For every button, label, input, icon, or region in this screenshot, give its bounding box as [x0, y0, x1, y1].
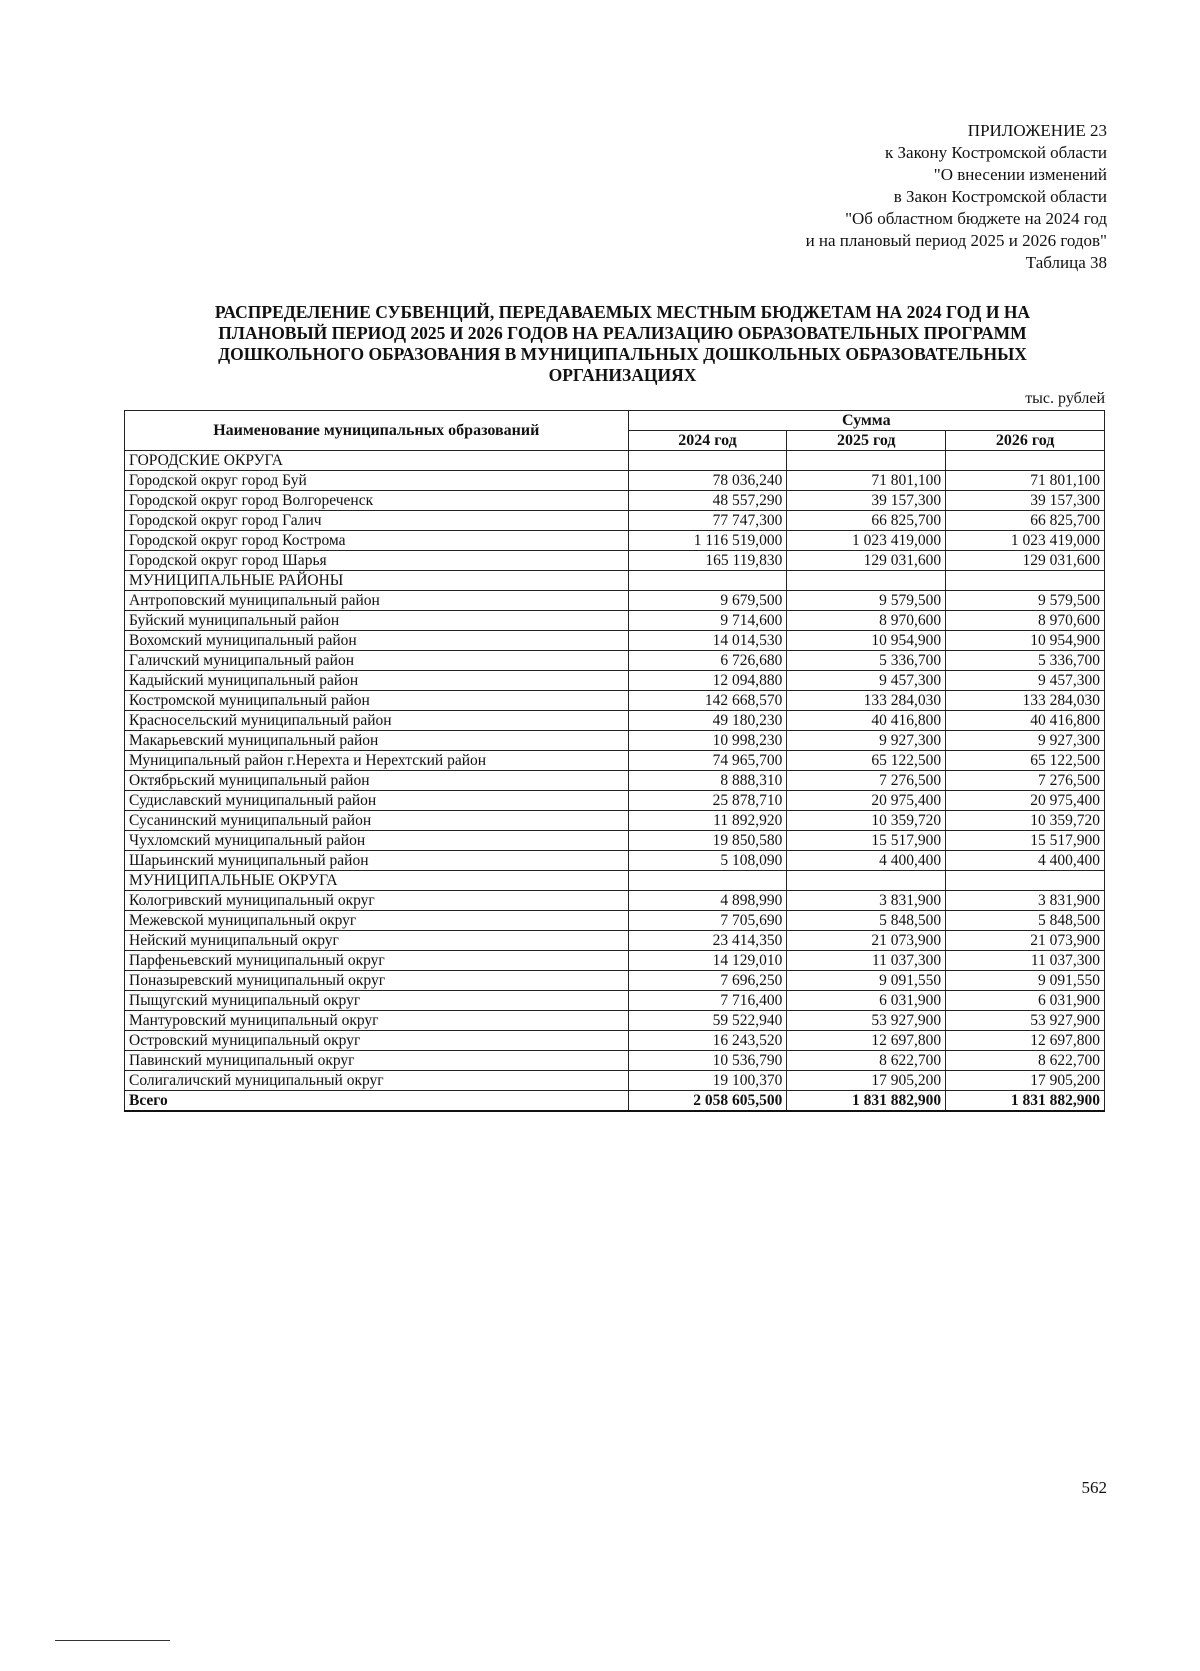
table-row — [125, 491, 1105, 511]
amount-cell — [946, 571, 1105, 591]
amount-cell: 78 036,240 — [628, 471, 787, 491]
amount-cell: 14 014,530 — [628, 631, 787, 651]
amount-cell: 1 831 882,900 — [946, 1091, 1105, 1112]
amount-cell: 48 557,290 — [628, 491, 787, 511]
amount-cell: 65 122,500 — [787, 751, 946, 771]
municipality-name: Павинский муниципальный округ — [125, 1051, 629, 1071]
header-year: 2025 год — [787, 431, 946, 451]
table-row — [125, 771, 1105, 791]
municipality-name: Городской округ город Волгореченск — [125, 491, 629, 511]
header-sum: Сумма — [628, 411, 1104, 431]
amount-cell: 40 416,800 — [946, 711, 1105, 731]
amount-cell: 20 975,400 — [787, 791, 946, 811]
table-row — [125, 611, 1105, 631]
amount-cell: 19 100,370 — [628, 1071, 787, 1091]
amount-cell: 10 998,230 — [628, 731, 787, 751]
table-row — [125, 511, 1105, 531]
table-row — [125, 871, 1105, 891]
municipality-name: Макарьевский муниципальный район — [125, 731, 629, 751]
amount-cell — [946, 451, 1105, 471]
table-row — [125, 931, 1105, 951]
amount-cell: 53 927,900 — [946, 1011, 1105, 1031]
municipality-name: Антроповский муниципальный район — [125, 591, 629, 611]
amount-cell: 1 116 519,000 — [628, 531, 787, 551]
municipality-name: Городской округ город Кострома — [125, 531, 629, 551]
table-row — [125, 451, 1105, 471]
title-line: ПЛАНОВЫЙ ПЕРИОД 2025 И 2026 ГОДОВ НА РЕАЛИЗАЦИЮ ОБРАЗОВАТЕЛЬНЫХ ПРОГРАММ — [218, 323, 1027, 343]
header-name: Наименование муниципальных образований — [125, 411, 629, 451]
municipality-name: Шарьинский муниципальный район — [125, 851, 629, 871]
amount-cell: 5 336,700 — [946, 651, 1105, 671]
municipality-name: Островский муниципальный округ — [125, 1031, 629, 1051]
amount-cell: 129 031,600 — [787, 551, 946, 571]
amount-cell: 11 892,920 — [628, 811, 787, 831]
amount-cell: 8 622,700 — [946, 1051, 1105, 1071]
amount-cell — [946, 871, 1105, 891]
amount-cell: 8 622,700 — [787, 1051, 946, 1071]
amount-cell — [787, 571, 946, 591]
amount-cell: 3 831,900 — [787, 891, 946, 911]
table-row — [125, 711, 1105, 731]
amount-cell: 39 157,300 — [946, 491, 1105, 511]
title-line: РАСПРЕДЕЛЕНИЕ СУБВЕНЦИЙ, ПЕРЕДАВАЕМЫХ МЕСТНЫМ БЮДЖЕТАМ НА 2024 ГОД И НА — [214, 302, 1031, 322]
table-row — [125, 851, 1105, 871]
header-row — [125, 411, 1105, 431]
municipality-name: Буйский муниципальный район — [125, 611, 629, 631]
amount-cell: 9 927,300 — [946, 731, 1105, 751]
amount-cell: 1 831 882,900 — [787, 1091, 946, 1112]
amount-cell: 9 457,300 — [946, 671, 1105, 691]
amount-cell: 4 898,990 — [628, 891, 787, 911]
amount-cell: 21 073,900 — [787, 931, 946, 951]
amount-cell — [628, 871, 787, 891]
amount-cell: 17 905,200 — [946, 1071, 1105, 1091]
table-row — [125, 831, 1105, 851]
municipality-name: ГОРОДСКИЕ ОКРУГА — [125, 451, 629, 471]
municipality-name: Пыщугский муниципальный округ — [125, 991, 629, 1011]
appendix-line: Таблица 38 — [1025, 253, 1107, 272]
amount-cell: 9 579,500 — [946, 591, 1105, 611]
amount-cell: 4 400,400 — [787, 851, 946, 871]
amount-cell: 7 276,500 — [787, 771, 946, 791]
municipality-name: Судиславский муниципальный район — [125, 791, 629, 811]
table-row — [125, 811, 1105, 831]
amount-cell: 11 037,300 — [787, 951, 946, 971]
amount-cell: 5 848,500 — [787, 911, 946, 931]
amount-cell: 8 970,600 — [946, 611, 1105, 631]
amount-cell: 14 129,010 — [628, 951, 787, 971]
municipality-name: Парфеньевский муниципальный округ — [125, 951, 629, 971]
page-number: 562 — [1081, 1478, 1107, 1497]
amount-cell: 9 927,300 — [787, 731, 946, 751]
amount-cell: 9 579,500 — [787, 591, 946, 611]
table-row — [125, 551, 1105, 571]
amount-cell: 6 031,900 — [946, 991, 1105, 1011]
subvention-table — [124, 410, 1105, 1112]
table-row — [125, 731, 1105, 751]
amount-cell: 2 058 605,500 — [628, 1091, 787, 1112]
amount-cell — [787, 871, 946, 891]
header-year: 2024 год — [628, 431, 787, 451]
amount-cell: 39 157,300 — [787, 491, 946, 511]
appendix-line: и на плановый период 2025 и 2026 годов" — [805, 231, 1107, 250]
amount-cell: 12 697,800 — [946, 1031, 1105, 1051]
amount-cell: 9 457,300 — [787, 671, 946, 691]
amount-cell: 1 023 419,000 — [787, 531, 946, 551]
total-row — [125, 1091, 1105, 1112]
table-row — [125, 971, 1105, 991]
table-row — [125, 651, 1105, 671]
municipality-name: Кадыйский муниципальный район — [125, 671, 629, 691]
amount-cell: 15 517,900 — [787, 831, 946, 851]
amount-cell: 6 726,680 — [628, 651, 787, 671]
table-row — [125, 951, 1105, 971]
municipality-name: Костромской муниципальный район — [125, 691, 629, 711]
table-row — [125, 1051, 1105, 1071]
amount-cell: 5 336,700 — [787, 651, 946, 671]
table-row — [125, 1011, 1105, 1031]
table-row — [125, 791, 1105, 811]
amount-cell: 11 037,300 — [946, 951, 1105, 971]
amount-cell: 49 180,230 — [628, 711, 787, 731]
amount-cell: 71 801,100 — [946, 471, 1105, 491]
document-title — [150, 302, 1095, 386]
appendix-line: в Закон Костромской области — [893, 187, 1107, 206]
appendix-line: к Закону Костромской области — [885, 143, 1107, 162]
municipality-name: Красносельский муниципальный район — [125, 711, 629, 731]
municipality-name: Галичский муниципальный район — [125, 651, 629, 671]
municipality-name: Октябрьский муниципальный район — [125, 771, 629, 791]
amount-cell: 4 400,400 — [946, 851, 1105, 871]
amount-cell: 10 954,900 — [946, 631, 1105, 651]
table-row — [125, 571, 1105, 591]
amount-cell: 10 954,900 — [787, 631, 946, 651]
amount-cell: 65 122,500 — [946, 751, 1105, 771]
table-row — [125, 891, 1105, 911]
amount-cell: 10 359,720 — [946, 811, 1105, 831]
amount-cell: 1 023 419,000 — [946, 531, 1105, 551]
table-row — [125, 1031, 1105, 1051]
amount-cell: 77 747,300 — [628, 511, 787, 531]
municipality-name: Сусанинский муниципальный район — [125, 811, 629, 831]
amount-cell: 66 825,700 — [787, 511, 946, 531]
municipality-name: Кологривский муниципальный округ — [125, 891, 629, 911]
amount-cell: 9 091,550 — [946, 971, 1105, 991]
amount-cell: 59 522,940 — [628, 1011, 787, 1031]
amount-cell — [628, 571, 787, 591]
municipality-name: Чухломский муниципальный район — [125, 831, 629, 851]
amount-cell: 8 970,600 — [787, 611, 946, 631]
amount-cell: 6 031,900 — [787, 991, 946, 1011]
table-row — [125, 471, 1105, 491]
amount-cell: 7 696,250 — [628, 971, 787, 991]
appendix-line: ПРИЛОЖЕНИЕ 23 — [967, 121, 1107, 140]
table-row — [125, 911, 1105, 931]
amount-cell — [787, 451, 946, 471]
amount-cell: 133 284,030 — [946, 691, 1105, 711]
amount-cell: 20 975,400 — [946, 791, 1105, 811]
municipality-name: Всего — [125, 1091, 629, 1112]
amount-cell: 74 965,700 — [628, 751, 787, 771]
amount-cell: 15 517,900 — [946, 831, 1105, 851]
amount-cell: 7 716,400 — [628, 991, 787, 1011]
amount-cell: 71 801,100 — [787, 471, 946, 491]
appendix-line: "Об областном бюджете на 2024 год — [845, 209, 1107, 228]
municipality-name: МУНИЦИПАЛЬНЫЕ ОКРУГА — [125, 871, 629, 891]
municipality-name: Муниципальный район г.Нерехта и Нерехтский район — [125, 751, 629, 771]
footer-line — [55, 1640, 170, 1641]
municipality-name: МУНИЦИПАЛЬНЫЕ РАЙОНЫ — [125, 571, 629, 591]
municipality-name: Поназыревский муниципальный округ — [125, 971, 629, 991]
amount-cell: 25 878,710 — [628, 791, 787, 811]
municipality-name: Вохомский муниципальный район — [125, 631, 629, 651]
amount-cell: 53 927,900 — [787, 1011, 946, 1031]
amount-cell: 129 031,600 — [946, 551, 1105, 571]
appendix-line: "О внесении изменений — [933, 165, 1107, 184]
municipality-name: Солигаличский муниципальный округ — [125, 1071, 629, 1091]
amount-cell — [628, 451, 787, 471]
amount-cell: 16 243,520 — [628, 1031, 787, 1051]
amount-cell: 23 414,350 — [628, 931, 787, 951]
municipality-name: Межевской муниципальный округ — [125, 911, 629, 931]
table-row — [125, 591, 1105, 611]
municipality-name: Мантуровский муниципальный округ — [125, 1011, 629, 1031]
municipality-name: Нейский муниципальный округ — [125, 931, 629, 951]
amount-cell: 17 905,200 — [787, 1071, 946, 1091]
amount-cell: 8 888,310 — [628, 771, 787, 791]
amount-cell: 9 091,550 — [787, 971, 946, 991]
amount-cell: 5 848,500 — [946, 911, 1105, 931]
amount-cell: 12 697,800 — [787, 1031, 946, 1051]
table-row — [125, 991, 1105, 1011]
amount-cell: 21 073,900 — [946, 931, 1105, 951]
amount-cell: 133 284,030 — [787, 691, 946, 711]
title-line: ОРГАНИЗАЦИЯХ — [548, 365, 697, 385]
amount-cell: 10 359,720 — [787, 811, 946, 831]
header-year: 2026 год — [946, 431, 1105, 451]
amount-cell: 12 094,880 — [628, 671, 787, 691]
amount-cell: 40 416,800 — [787, 711, 946, 731]
table-row — [125, 631, 1105, 651]
appendix-header — [806, 120, 1107, 274]
table-row — [125, 531, 1105, 551]
amount-cell: 7 276,500 — [946, 771, 1105, 791]
table-row — [125, 1071, 1105, 1091]
amount-cell: 9 679,500 — [628, 591, 787, 611]
amount-cell: 10 536,790 — [628, 1051, 787, 1071]
amount-cell: 165 119,830 — [628, 551, 787, 571]
municipality-name: Городской округ город Буй — [125, 471, 629, 491]
amount-cell: 7 705,690 — [628, 911, 787, 931]
table-row — [125, 671, 1105, 691]
amount-cell: 66 825,700 — [946, 511, 1105, 531]
table-row — [125, 751, 1105, 771]
table-row — [125, 691, 1105, 711]
amount-cell: 3 831,900 — [946, 891, 1105, 911]
municipality-name: Городской округ город Галич — [125, 511, 629, 531]
amount-cell: 9 714,600 — [628, 611, 787, 631]
amount-cell: 5 108,090 — [628, 851, 787, 871]
units-label: тыс. рублей — [1025, 390, 1105, 407]
amount-cell: 142 668,570 — [628, 691, 787, 711]
title-line: ДОШКОЛЬНОГО ОБРАЗОВАНИЯ В МУНИЦИПАЛЬНЫХ ДОШКОЛЬНЫХ ОБРАЗОВАТЕЛЬНЫХ — [218, 344, 1027, 364]
amount-cell: 19 850,580 — [628, 831, 787, 851]
municipality-name: Городской округ город Шарья — [125, 551, 629, 571]
